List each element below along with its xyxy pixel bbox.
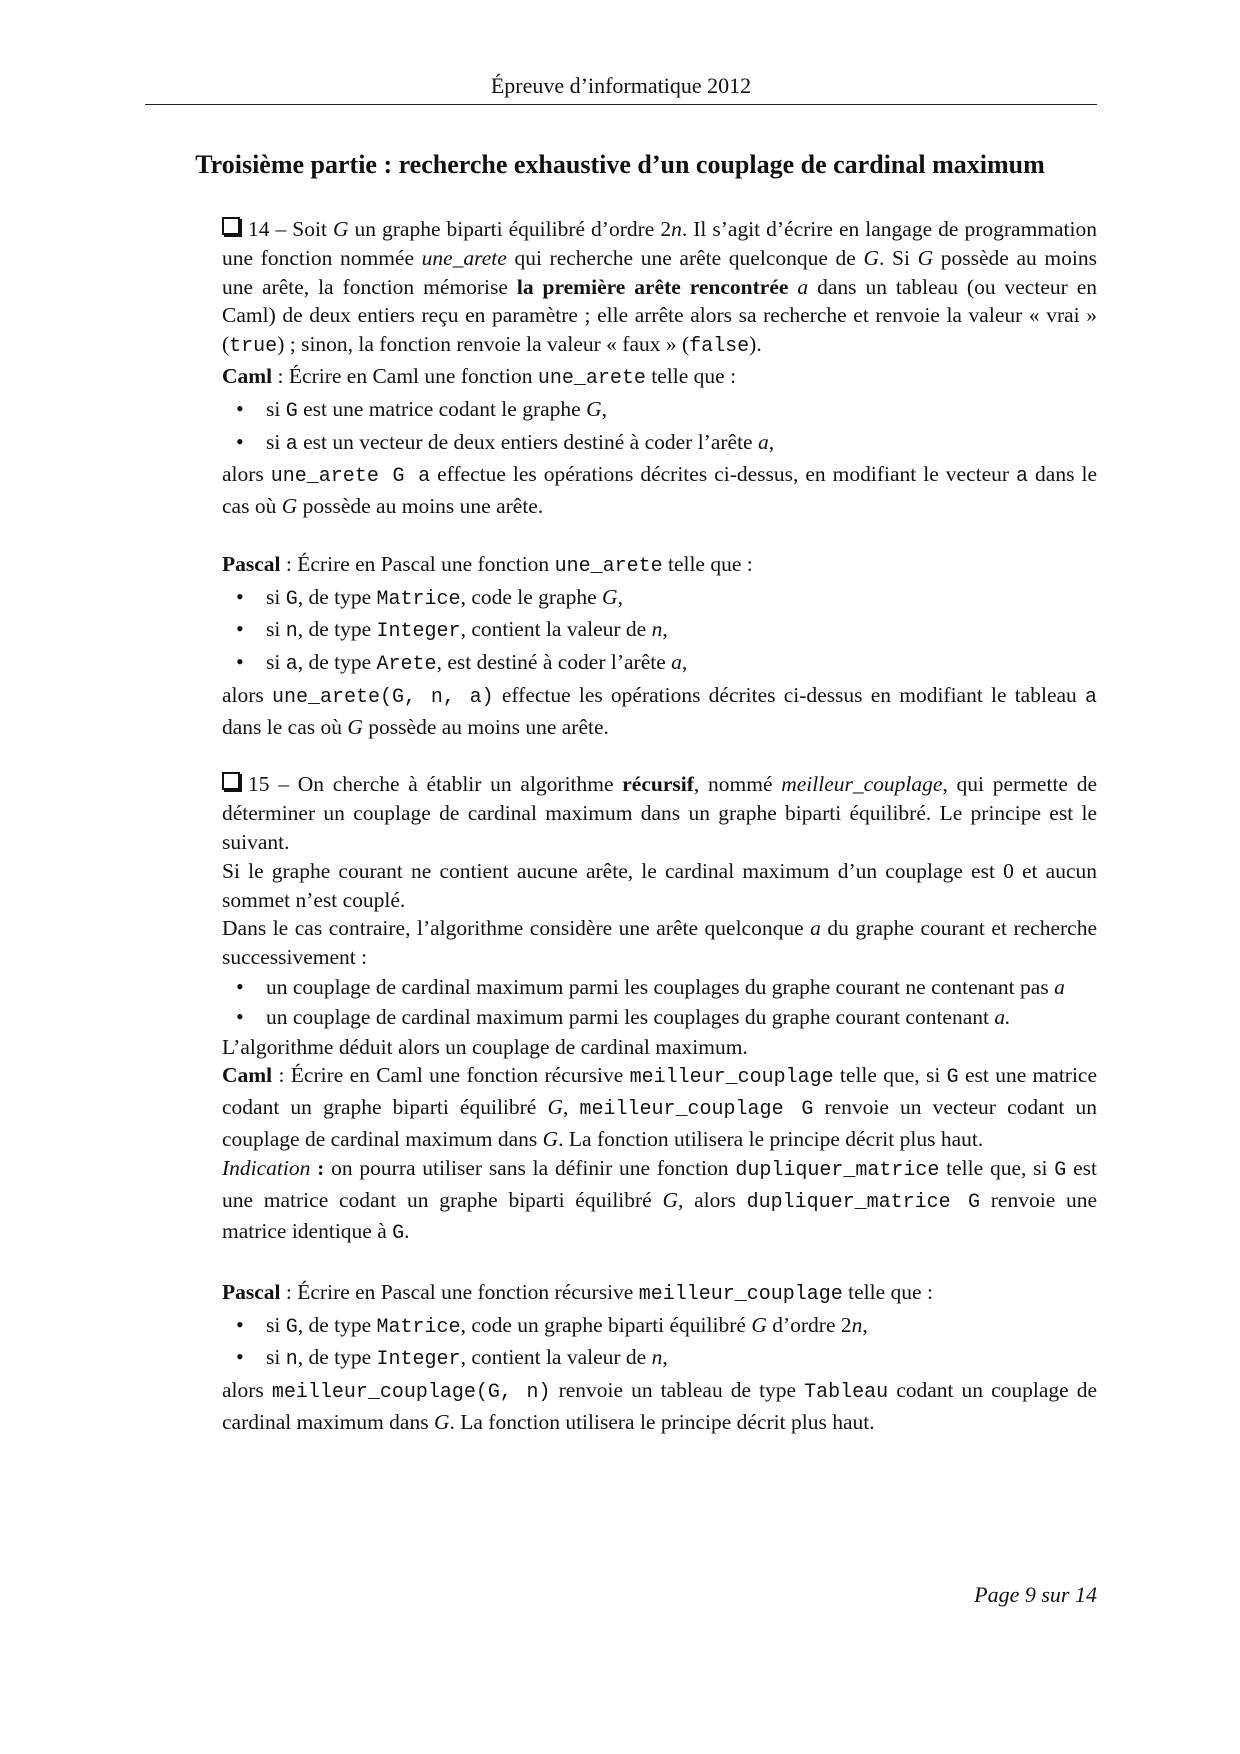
header-title: Épreuve d’informatique 2012 (490, 73, 752, 98)
q14-caml-list (222, 395, 1097, 460)
q14-pascal-intro: Pascal : Écrire en Pascal une fonction une_arete telle que : (222, 551, 753, 578)
page-header (145, 68, 1097, 105)
checkbox-icon (222, 772, 240, 790)
list-item: • si n, de type Integer, contient la valeur de n, (222, 1343, 1097, 1375)
q15-paragraph-3: Dans le cas contraire, l’algorithme considère une arête quelconque a du graphe courant et recherche successivement : (222, 916, 1097, 970)
list-item: • un couplage de cardinal maximum parmi les couplages du graphe courant contenant a. (222, 1003, 1097, 1032)
q14-caml-result: alors une_arete G a effectue les opérations décrites ci-dessus, en modifiant le vecteur a dans le cas où G possède au moins une arête. (222, 462, 1097, 519)
list-item: • si a, de type Arete, est destiné à coder l’arête a, (222, 648, 1097, 680)
q15-pascal-intro: Pascal : Écrire en Pascal une fonction récursive meilleur_couplage telle que : (222, 1279, 933, 1306)
q15-pascal-result: alors meilleur_couplage(G, n) renvoie un tableau de type Tableau codant un couplage de cardinal maximum dans G. La fonction utilisera le principe décrit plus haut. (222, 1378, 1098, 1435)
q15-search-list (222, 973, 1097, 1032)
q15-paragraph-2: Si le graphe courant ne contient aucune arête, le cardinal maximum d’un couplage est 0 et aucun sommet n’est couplé. (222, 858, 1097, 912)
q15-pascal-list (222, 1311, 1097, 1376)
question-15-statement: 15 – On cherche à établir un algorithme récursif, nommé meilleur_couplage, qui permette de déterminer un couplage de cardinal maximum dans un graphe biparti équilibré. Le principe est le suivant. (222, 772, 1097, 854)
list-item: • si G, de type Matrice, code un graphe biparti équilibré G d’ordre 2n, (222, 1311, 1097, 1343)
page-content (222, 215, 1097, 1437)
q14-pascal-result: alors une_arete(G, n, a) effectue les opérations décrites ci-dessus en modifiant le tableau a dans le cas où G possède au moins une arête. (222, 682, 1097, 739)
page-number: Page 9 sur 14 (974, 1582, 1097, 1607)
checkbox-icon (222, 217, 240, 235)
list-item: • si G, de type Matrice, code le graphe G, (222, 583, 1097, 615)
q14-pascal-list (222, 583, 1097, 680)
list-item: • si G est une matrice codant le graphe G, (222, 395, 1097, 427)
q15-indication: Indication : on pourra utiliser sans la définir une fonction dupliquer_matrice telle que, si G est une matrice codant un graphe biparti équilibré G, alors dupliquer_matrice G renvoie une matrice identique à G. (222, 1155, 1098, 1246)
list-item: • si n, de type Integer, contient la valeur de n, (222, 615, 1097, 647)
q14-caml-intro: Caml : Écrire en Caml une fonction une_arete telle que : (222, 363, 737, 390)
q15-paragraph-4: L’algorithme déduit alors un couplage de cardinal maximum. (222, 1034, 748, 1059)
question-14-statement: 14 – Soit G un graphe biparti équilibré d’ordre 2n. Il s’agit d’écrire en langage de programmation une fonction nommée une_arete qui recherche une arête quelconque de G. Si G possède au moins une arête, la fonction mémorise la première arête rencontrée a dans un tableau (ou vecteur en Caml) de deux entiers reçu en paramètre ; elle arrête alors sa recherche et renvoie la valeur « vrai » (true) ; sinon, la fonction renvoie la valeur « faux » (false). (222, 217, 1098, 359)
section-title: Troisième partie : recherche exhaustive d’un couplage de cardinal maximum (195, 150, 1045, 179)
list-item: • un couplage de cardinal maximum parmi les couplages du graphe courant ne contenant pas a (222, 973, 1097, 1002)
q15-caml: Caml : Écrire en Caml une fonction récursive meilleur_couplage telle que, si G est une matrice codant un graphe biparti équilibré G, meilleur_couplage G renvoie un vecteur codant un couplage de cardinal maximum dans G. La fonction utilisera le principe décrit plus haut. (222, 1063, 1098, 1151)
list-item: • si a est un vecteur de deux entiers destiné à coder l’arête a, (222, 428, 1097, 460)
